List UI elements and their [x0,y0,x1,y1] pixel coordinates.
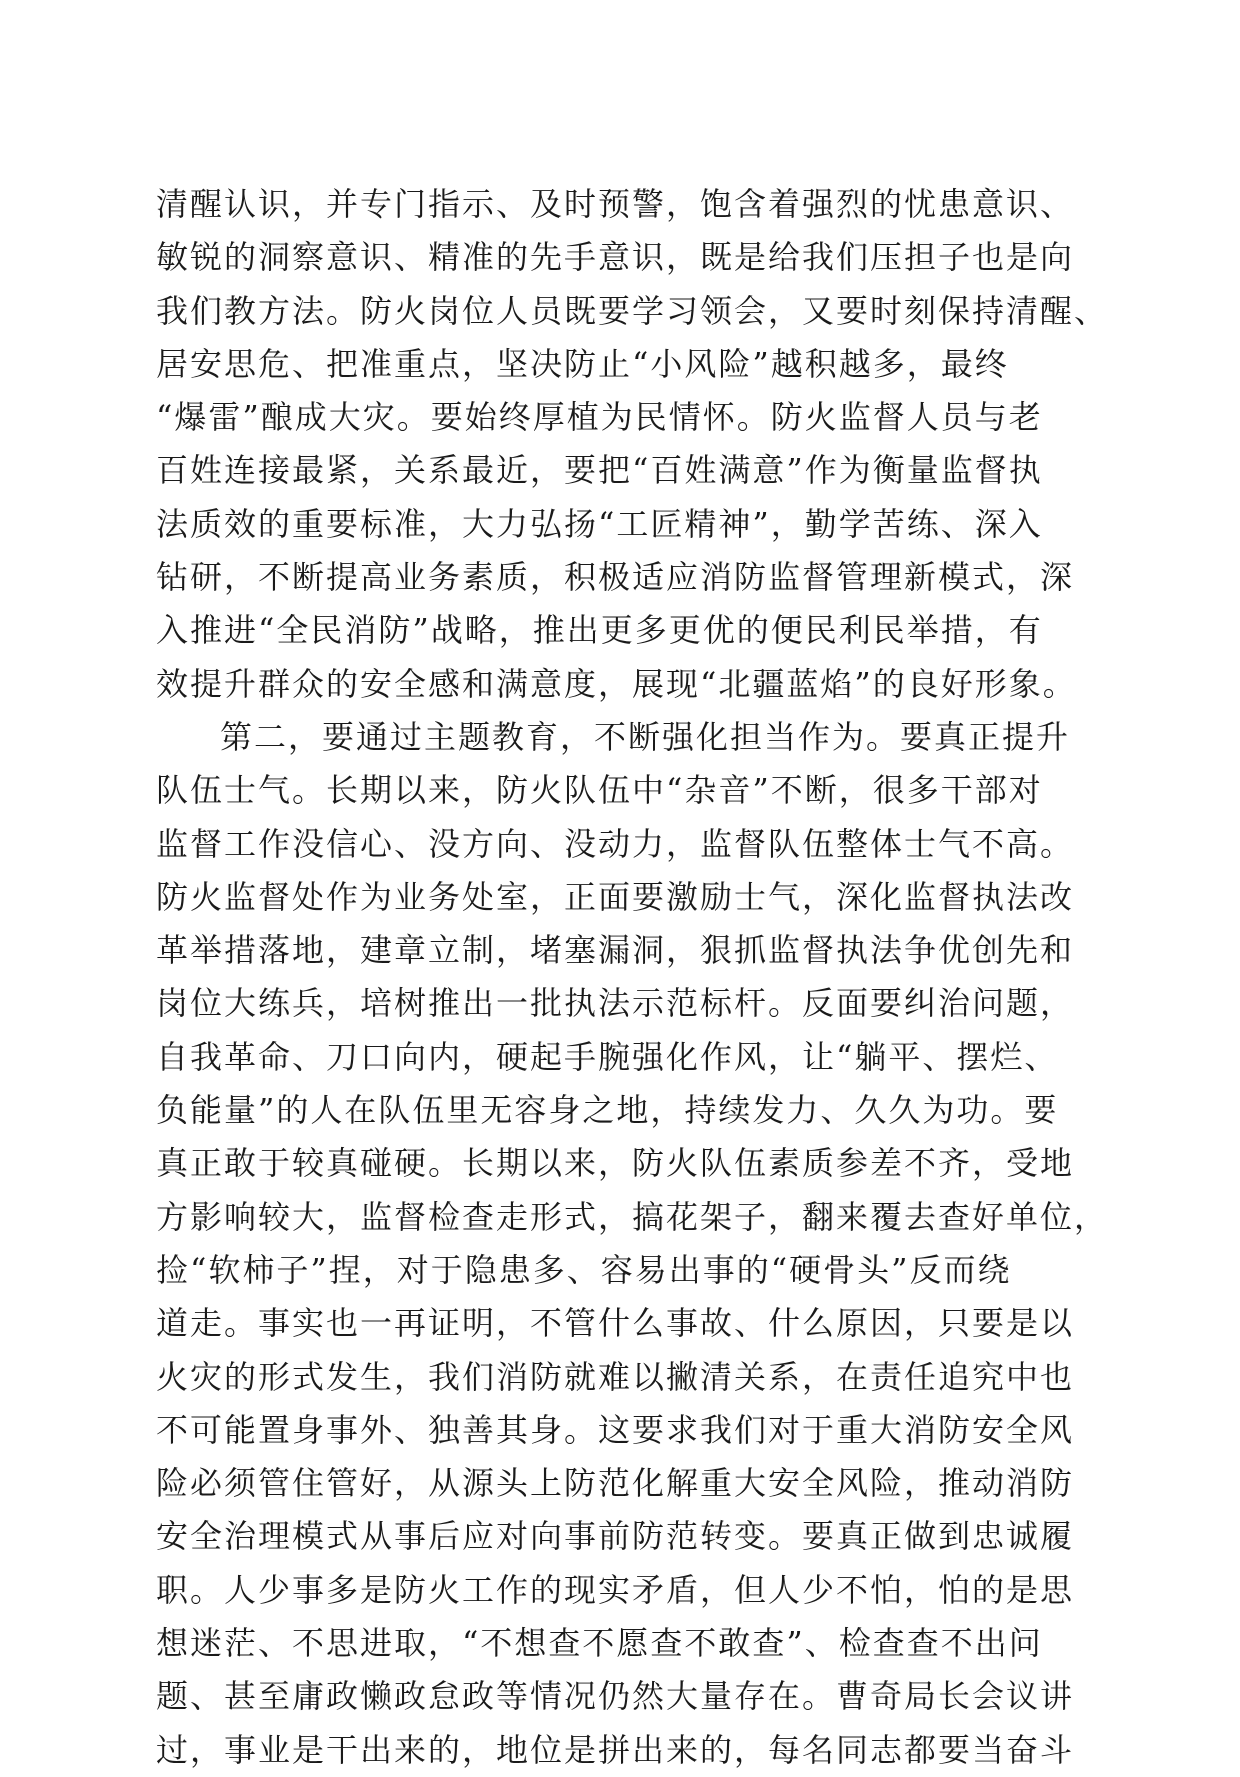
text-line: 百姓连接最紧，关系最近，要把“百姓满意”作为衡量监督执 [156,451,1043,490]
text-line: 想迷茫、不思进取，“不想查不愿查不敢查”、检查查不出问 [156,1624,1043,1663]
text-line: 我们教方法。防火岗位人员既要学习领会，又要时刻保持清醒、 [156,291,1109,330]
text-line: 敏锐的洞察意识、精准的先手意识，既是给我们压担子也是向 [156,238,1075,277]
text-line: 清醒认识，并专门指示、及时预警，饱含着强烈的忧患意识、 [156,185,1075,223]
text-line: 革举措落地，建章立制，堵塞漏洞，狠抓监督执法争优创先和 [156,931,1075,970]
text-line: 负能量”的人在队伍里无容身之地，持续发力、久久为功。要 [156,1091,1059,1130]
text-line: 入推进“全民消防”战略，推出更多更优的便民利民举措，有 [156,611,1043,650]
text-line: 法质效的重要标准，大力弘扬“工匠精神”，勤学苦练、深入 [156,504,1043,543]
text-line: 防火监督处作为业务处室，正面要激励士气，深化监督执法改 [156,877,1075,916]
text-line: 真正敢于较真碰硬。长期以来，防火队伍素质参差不齐，受地 [156,1144,1075,1183]
text-line: 安全治理模式从事后应对向事前防范转变。要真正做到忠诚履 [156,1517,1075,1556]
text-line: 岗位大练兵，培树推出一批执法示范标杆。反面要纠治问题， [156,984,1075,1023]
text-line: 捡“软柿子”捏，对于隐患多、容易出事的“硬骨头”反而绕 [156,1250,1012,1289]
text-line: 过，事业是干出来的，地位是拼出来的，每名同志都要当奋斗 [156,1730,1075,1769]
text-line: 险必须管住管好，从源头上防范化解重大安全风险，推动消防 [156,1464,1075,1503]
text-line: 火灾的形式发生，我们消防就难以撇清关系，在责任追究中也 [156,1357,1075,1396]
paragraph-start-line: 第二，要通过主题教育，不断强化担当作为。要真正提升 [220,717,1071,756]
text-line: 队伍士气。长期以来，防火队伍中“杂音”不断，很多干部对 [156,771,1043,810]
text-line: 监督工作没信心、没方向、没动力，监督队伍整体士气不高。 [156,824,1075,863]
text-line: 方影响较大，监督检查走形式，搞花架子，翻来覆去查好单位， [156,1197,1109,1236]
text-line: 钻研，不断提高业务素质，积极适应消防监督管理新模式，深 [156,558,1075,597]
text-line: 题、甚至庸政懒政怠政等情况仍然大量存在。曹奇局长会议讲 [156,1677,1075,1716]
text-line: “爆雷”酿成大灾。要始终厚植为民情怀。防火监督人员与老 [156,398,1043,437]
body-text [156,178,1109,1777]
text-line: 效提升群众的安全感和满意度，展现“北疆蓝焰”的良好形象。 [156,664,1077,703]
text-line: 不可能置身事外、独善其身。这要求我们对于重大消防安全风 [156,1410,1075,1449]
text-line: 道走。事实也一再证明，不管什么事故、什么原因，只要是以 [156,1304,1075,1343]
text-line: 自我革命、刀口向内，硬起手腕强化作风，让“躺平、摆烂、 [156,1037,1059,1076]
text-line: 职。人少事多是防火工作的现实矛盾，但人少不怕，怕的是思 [156,1570,1075,1609]
text-line: 居安思危、把准重点，坚决防止“小风险”越积越多，最终 [156,344,1009,383]
